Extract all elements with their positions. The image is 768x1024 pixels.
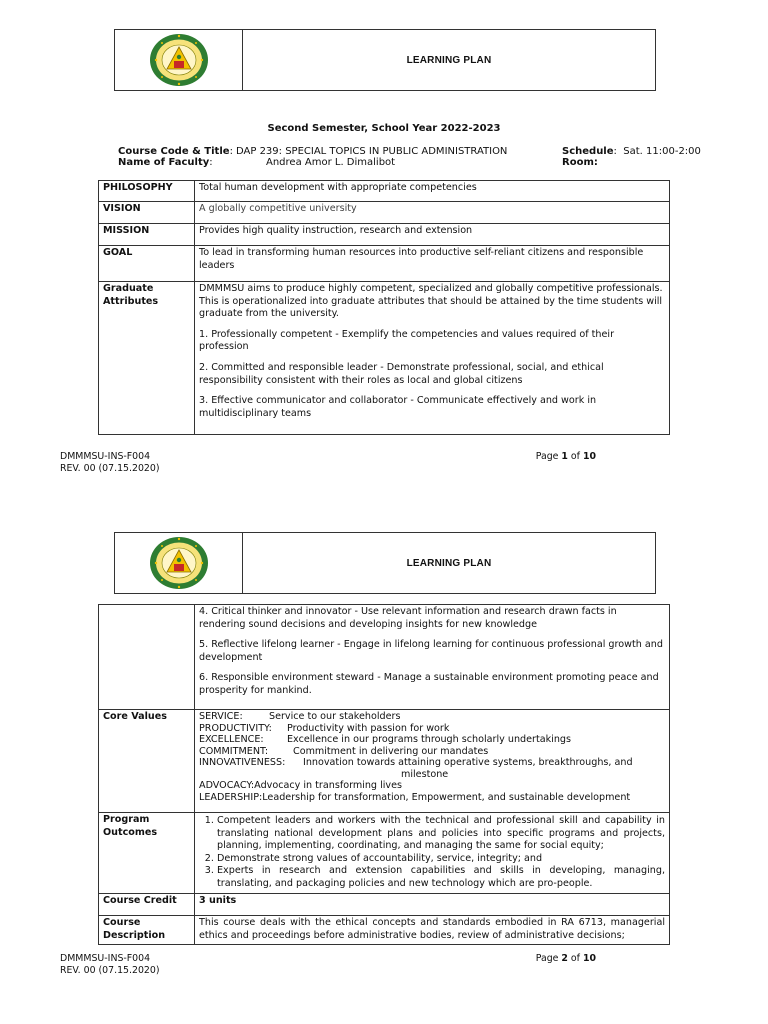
page-number: Page 2 of 10 [535, 953, 596, 964]
vision-label: VISION [99, 202, 195, 224]
course-credit-value: 3 units [195, 894, 670, 916]
table-row [99, 181, 670, 202]
semester-title: Second Semester, School Year 2022-2023 [267, 123, 501, 134]
vision-text: A globally competitive university [195, 202, 670, 224]
course-info: Course Code & Title: DAP 239: SPECIAL TOPICS IN PUBLIC ADMINISTRATION Schedule: Sat. 11:00-2:00 Name of Faculty: Andrea Amor L. Dimalibot Room: [118, 146, 701, 168]
header-title: LEARNING PLAN [406, 54, 492, 66]
table-row [99, 916, 670, 945]
graduate-item: 4. Critical thinker and innovator - Use relevant information and research drawn facts in rendering sound decisions and developing insights for new knowledge [199, 606, 617, 630]
graduate-attributes-cont-label [99, 605, 195, 710]
table-row [99, 605, 670, 710]
footer-page1 [60, 451, 620, 475]
page-number: Page 1 of 10 [535, 451, 596, 462]
graduate-item: 3. Effective communicator and collaborator - Communicate effectively and work in multidisciplinary teams [199, 395, 597, 419]
table-row [99, 894, 670, 916]
list-item: 3. Experts in research and extension capabilities and skills in developing, managing, translating, and packaging policies and new technology which are pro-people. [217, 865, 665, 890]
goal-label: GOAL [99, 246, 195, 282]
university-seal-icon [148, 536, 210, 590]
goal-text: To lead in transforming human resources into productive self-reliant citizens and responsible leaders [195, 246, 670, 282]
program-outcomes-label: Program Outcomes [99, 813, 195, 894]
table-row [99, 282, 670, 435]
table-row [99, 202, 670, 224]
outcomes-list [199, 815, 665, 891]
graduate-item: 2. Committed and responsible leader - Demonstrate professional, social, and ethical responsibility consistent with their roles as local and global citizens [199, 361, 604, 386]
philosophy-text: Total human development with appropriate competencies [195, 181, 670, 202]
header-title: LEARNING PLAN [406, 557, 492, 569]
faculty-value: Andrea Amor L. Dimalibot [266, 157, 396, 168]
core-values-label: Core Values [99, 710, 195, 813]
course-credit-label: Course Credit [99, 894, 195, 916]
header-box-page2 [114, 532, 656, 594]
logo-cell [115, 30, 243, 90]
course-code-label: Course Code & Title [118, 146, 230, 157]
core-values-text: SERVICE: Service to our stakeholders PRODUCTIVITY: Productivity with passion for work EXCELLENCE: Excellence in our programs through scholarly undertakings COMMITMENT: Commitment in delivering our mandates INNOVATIVENESS: Innovation towards attaining operative systems, breakthroughs, and milestone ADVOCACY:Advocacy in transforming lives LEADERSHIP:Leadership for transformation, Empowerment, and sustainable development [195, 710, 670, 813]
table-row [99, 813, 670, 894]
course-description-label: Course Description [99, 916, 195, 945]
form-revision: REV. 00 (07.15.2020) [60, 965, 160, 976]
graduate-intro: DMMMSU aims to produce highly competent, specialized and globally competitive professionals. This is operationalized into graduate attributes that should be attained by the time students will graduate from the university. [199, 283, 663, 320]
graduate-attributes-cont-text [195, 605, 670, 710]
course-description-text: This course deals with the ethical concepts and standards embodied in RA 6713, managerial ethics and proceedings before administrative bodies, review of administrative decisions; [195, 916, 670, 945]
mission-label: MISSION [99, 224, 195, 246]
logo-cell [115, 533, 243, 593]
philosophy-label: PHILOSOPHY [99, 181, 195, 202]
table-row [99, 246, 670, 282]
university-seal-icon [148, 33, 210, 87]
learning-plan-table-page2 [98, 604, 670, 945]
list-item: 2. Demonstrate strong values of accountability, service, integrity; and [217, 853, 665, 866]
form-code: DMMMSU-INS-F004 [60, 451, 151, 462]
schedule-value: Sat. 11:00-2:00 [623, 146, 701, 157]
graduate-item: 1. Professionally competent - Exemplify the competencies and values required of their profession [199, 328, 615, 353]
form-code: DMMMSU-INS-F004 [60, 953, 151, 964]
table-row [99, 224, 670, 246]
graduate-attributes-label: Graduate Attributes [99, 282, 195, 435]
room-label: Room: [562, 157, 598, 168]
graduate-item: 6. Responsible environment steward - Manage a sustainable environment promoting peace and prosperity for mankind. [199, 672, 659, 696]
schedule-label: Schedule [562, 146, 614, 157]
footer-page2 [60, 953, 620, 977]
faculty-label: Name of Faculty [118, 157, 210, 168]
mission-text: Provides high quality instruction, research and extension [195, 224, 670, 246]
graduate-item: 5. Reflective lifelong learner - Engage in lifelong learning for continuous professional growth and development [199, 639, 663, 663]
learning-plan-table-page1 [98, 180, 670, 435]
program-outcomes-text [195, 813, 670, 894]
course-code-value: DAP 239: SPECIAL TOPICS IN PUBLIC ADMINISTRATION [236, 146, 508, 157]
table-row [99, 710, 670, 813]
graduate-attributes-text [195, 282, 670, 435]
form-revision: REV. 00 (07.15.2020) [60, 463, 160, 474]
list-item: 1. Competent leaders and workers with the technical and professional skill and capability in translating national development plans and policies into specific programs and projects, planning, implementing, coordinating, and managing the same for social equity; [217, 815, 665, 853]
header-box-page1 [114, 29, 656, 91]
